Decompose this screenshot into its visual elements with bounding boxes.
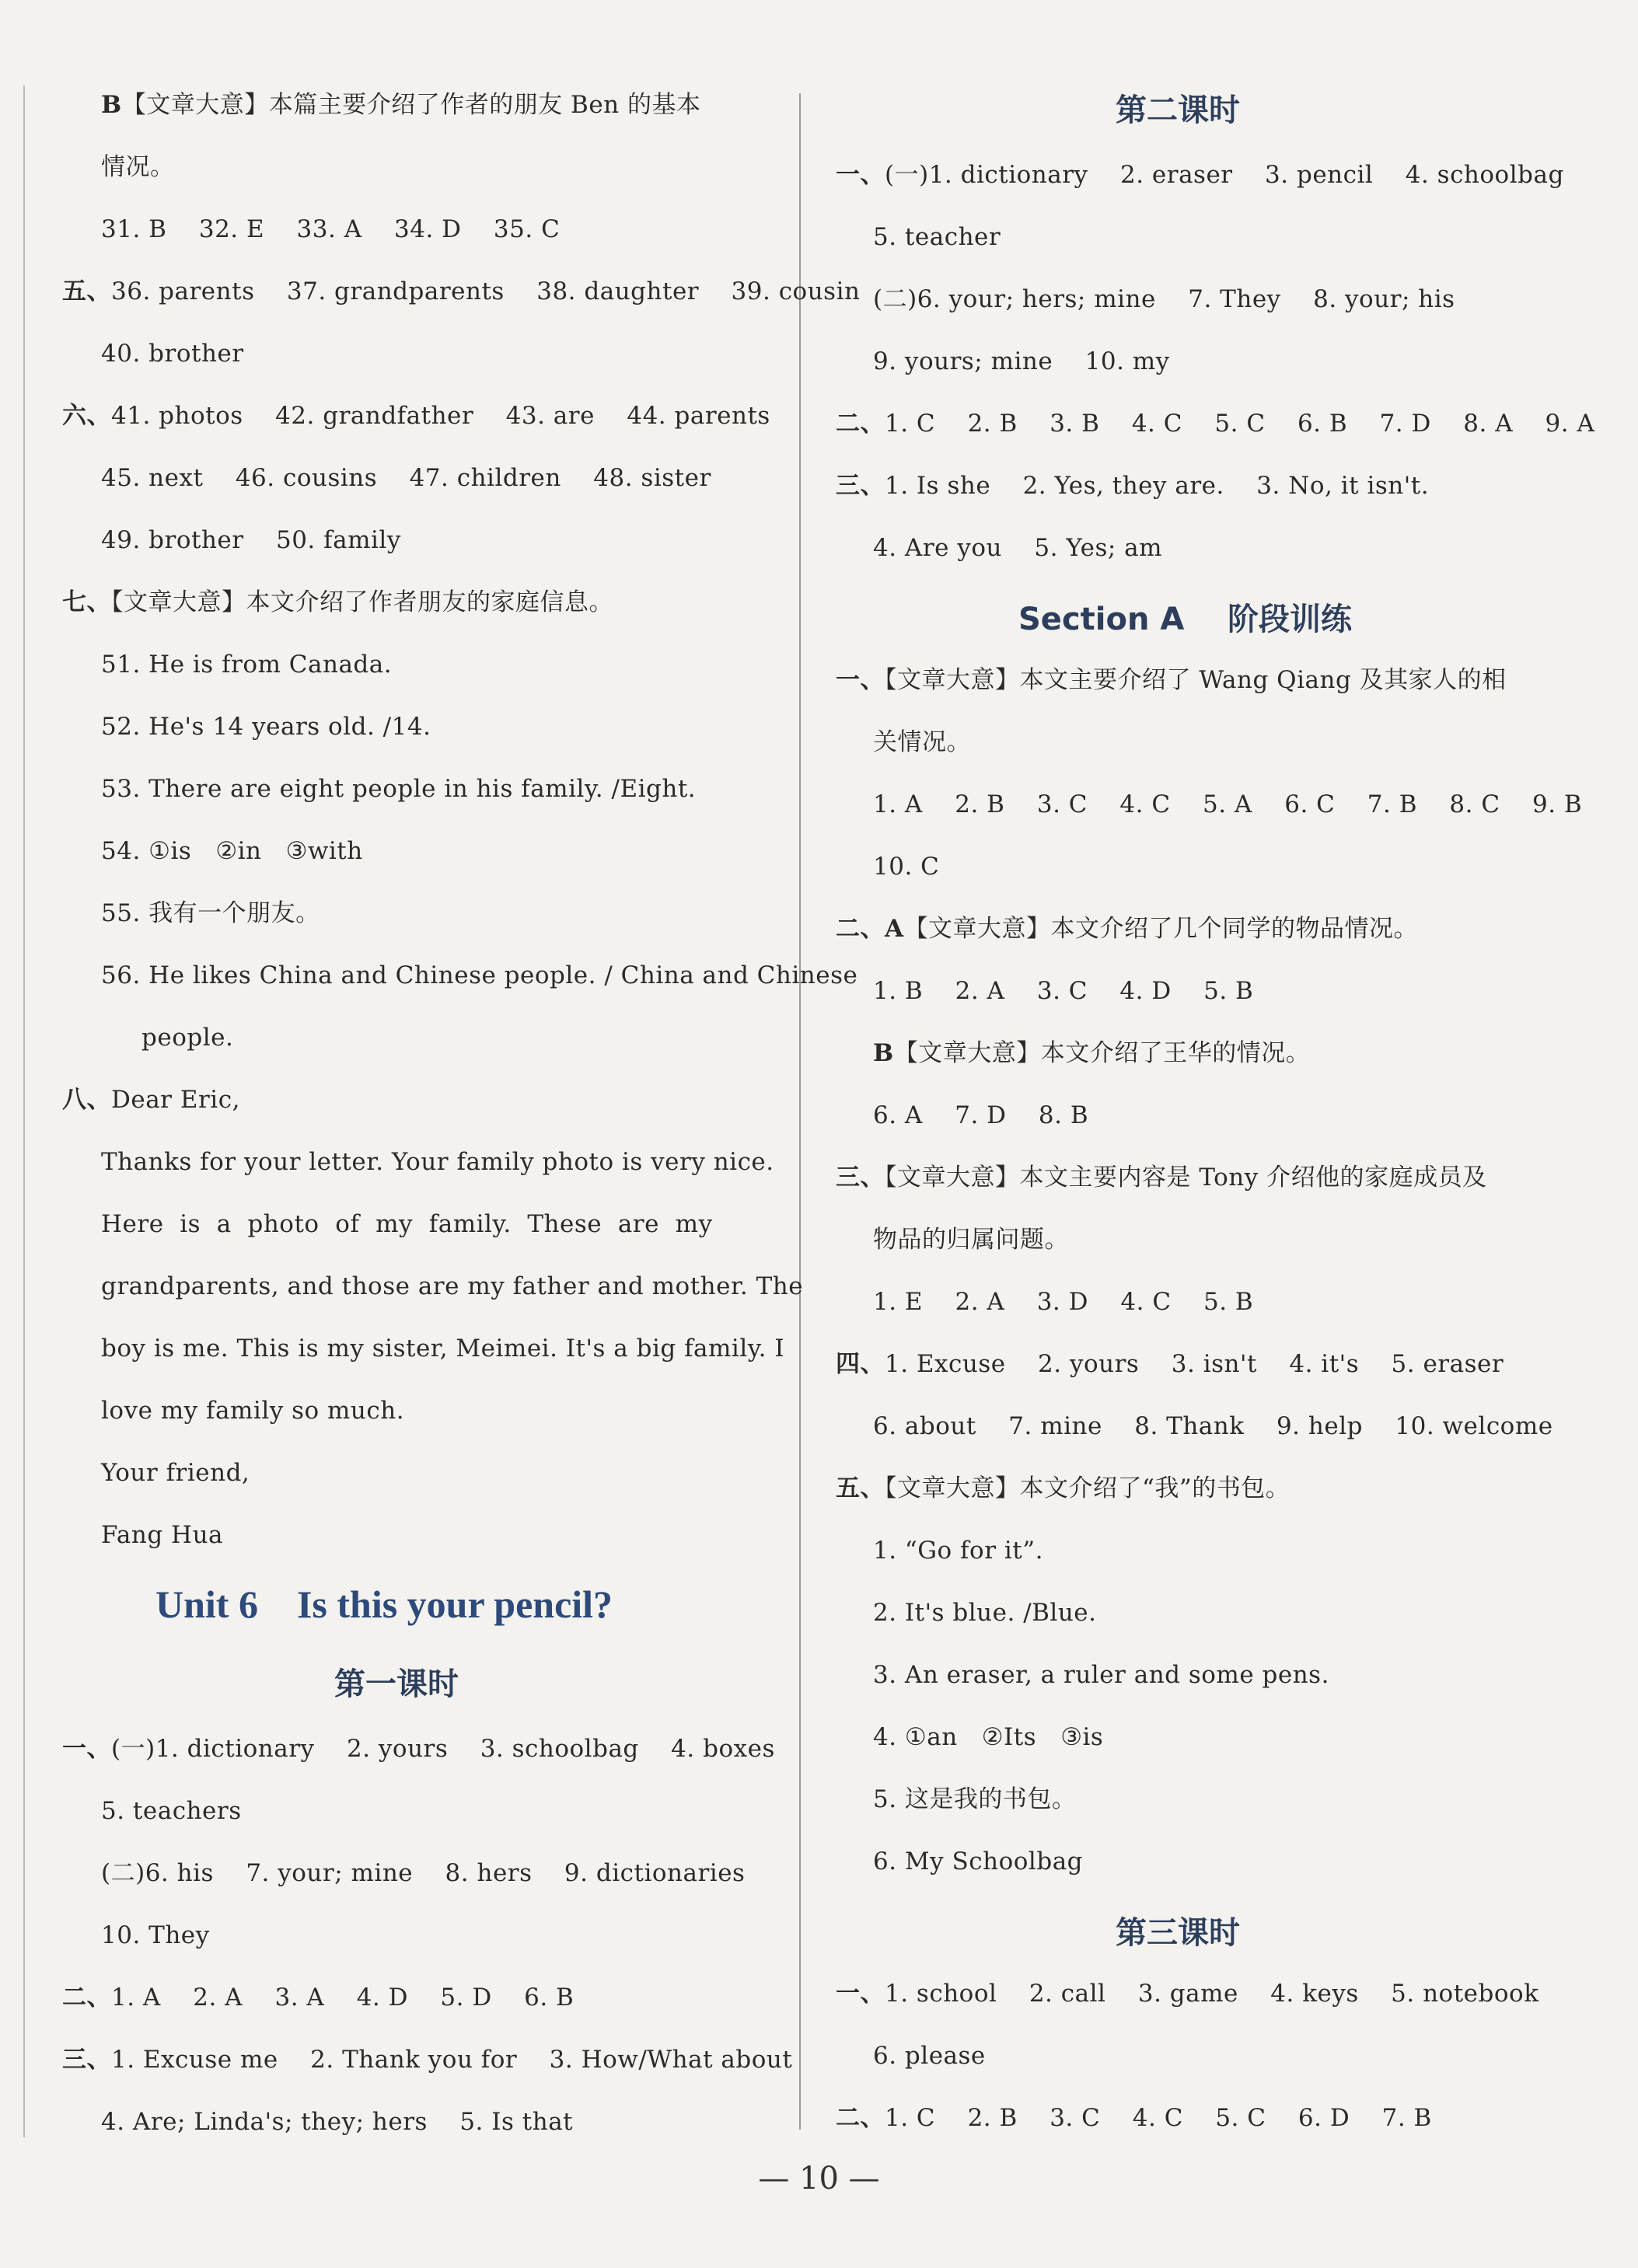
answer-line: 31. B 32. E 33. A 34. D 35. C: [101, 215, 561, 243]
answer-line: 4. Are you 5. Yes; am: [873, 534, 1163, 562]
answer-line: 5. 这是我的书包。: [873, 1785, 1077, 1813]
answer-line: 3. An eraser, a ruler and some pens.: [873, 1661, 1329, 1689]
letter-line: Thanks for your letter. Your family photo is very nice.: [101, 1148, 774, 1176]
answer-line: 1. A 2. B 3. C 4. C 5. A 6. C 7. B 8. C 9. B: [873, 790, 1583, 818]
answer-line: 54. ①is ②in ③with: [101, 837, 363, 865]
answer-line: people.: [141, 1024, 234, 1052]
section-a-title: Section A 阶段训练: [1018, 602, 1353, 637]
letter-line: Fang Hua: [101, 1521, 224, 1549]
answer-line: 二、1. A 2. A 3. A 4. D 5. D 6. B: [62, 1984, 575, 2012]
answer-line: 2. It's blue. /Blue.: [873, 1599, 1097, 1627]
page-number: — 10 —: [758, 2161, 880, 2196]
answer-line: B【文章大意】本篇主要介绍了作者的朋友 Ben 的基本: [101, 91, 701, 119]
answer-line: 三、【文章大意】本文主要内容是 Tony 介绍他的家庭成员及: [836, 1164, 1487, 1192]
answer-line: 40. brother: [101, 340, 244, 368]
answer-line: 6. about 7. mine 8. Thank 9. help 10. welcome: [873, 1412, 1553, 1440]
answer-line: 四、1. Excuse 2. yours 3. isn't 4. it's 5. eraser: [836, 1350, 1504, 1378]
letter-line: love my family so much.: [101, 1397, 405, 1425]
answer-line: 6. A 7. D 8. B: [873, 1101, 1089, 1129]
answer-line: 10. C: [873, 853, 940, 881]
answer-line: 五、36. parents 37. grandparents 38. daughter 39. cousin: [62, 277, 861, 305]
answer-line: 三、1. Excuse me 2. Thank you for 3. How/What about: [62, 2046, 793, 2074]
answer-line: 5. teachers: [101, 1797, 242, 1825]
answer-line: 9. yours; mine 10. my: [873, 347, 1170, 375]
answer-line: 51. He is from Canada.: [101, 651, 393, 679]
unit-title: Unit 6 Is this your pencil?: [155, 1582, 613, 1626]
answer-line: 情况。: [101, 153, 175, 181]
answer-line: 二、1. C 2. B 3. B 4. C 5. C 6. B 7. D 8. A 9. A: [836, 410, 1595, 438]
answer-line: 5. teacher: [873, 223, 1001, 251]
answer-line: 1. E 2. A 3. D 4. C 5. B: [873, 1288, 1254, 1316]
answer-line: 4. ①an ②Its ③is: [873, 1723, 1104, 1751]
lesson-2-title: 第二课时: [1116, 92, 1240, 128]
answer-line: 45. next 46. cousins 47. children 48. sister: [101, 464, 711, 492]
column-divider: [799, 93, 801, 2130]
answer-line: 五、【文章大意】本文介绍了“我”的书包。: [836, 1474, 1290, 1502]
answer-line: 4. Are; Linda's; they; hers 5. Is that: [101, 2108, 574, 2136]
answer-line: 10. They: [101, 1921, 210, 1949]
answer-line: 52. He's 14 years old. /14.: [101, 713, 431, 741]
answer-line: 六、41. photos 42. grandfather 43. are 44. parents: [62, 402, 770, 430]
lesson-3-title: 第三课时: [1116, 1915, 1240, 1951]
answer-line: 6. please: [873, 2042, 986, 2070]
letter-line: boy is me. This is my sister, Meimei. It's a big family. I: [101, 1335, 785, 1363]
answer-line: 一、(一)1. dictionary 2. eraser 3. pencil 4. schoolbag: [836, 161, 1564, 189]
answer-line: B【文章大意】本文介绍了王华的情况。: [873, 1039, 1311, 1067]
answer-line: 关情况。: [873, 728, 971, 756]
answer-line: 物品的归属问题。: [873, 1226, 1069, 1254]
answer-line: 三、1. Is she 2. Yes, they are. 3. No, it isn't.: [836, 472, 1430, 500]
answer-line: 56. He likes China and Chinese people. / China and Chinese: [101, 961, 858, 989]
answer-line: 一、1. school 2. call 3. game 4. keys 5. notebook: [836, 1980, 1539, 2008]
answer-line: (二)6. his 7. your; mine 8. hers 9. dictionaries: [101, 1859, 746, 1887]
answer-line: 49. brother 50. family: [101, 526, 401, 554]
letter-line: grandparents, and those are my father and mother. The: [101, 1272, 804, 1300]
lesson-1-title: 第一课时: [334, 1666, 459, 1702]
answer-line: 55. 我有一个朋友。: [101, 899, 320, 927]
answer-line: 二、A【文章大意】本文介绍了几个同学的物品情况。: [836, 915, 1419, 943]
answer-line: 二、1. C 2. B 3. C 4. C 5. C 6. D 7. B: [836, 2104, 1432, 2132]
answer-line: 1. B 2. A 3. C 4. D 5. B: [873, 977, 1254, 1005]
answer-line: (二)6. your; hers; mine 7. They 8. your; his: [873, 285, 1455, 313]
answer-line: 1. “Go for it”.: [873, 1537, 1043, 1565]
answer-line: 一、【文章大意】本文主要介绍了 Wang Qiang 及其家人的相: [836, 666, 1507, 694]
letter-line: Your friend,: [101, 1459, 250, 1487]
answer-line: 53. There are eight people in his family. /Eight.: [101, 775, 697, 803]
answer-line: 一、(一)1. dictionary 2. yours 3. schoolbag 4. boxes: [62, 1735, 775, 1763]
left-margin-rule: [23, 85, 25, 2137]
answer-line: 七、【文章大意】本文介绍了作者朋友的家庭信息。: [62, 588, 613, 616]
letter-line: Here is a photo of my family. These are my: [101, 1210, 713, 1238]
answer-line: 6. My Schoolbag: [873, 1848, 1084, 1875]
answer-line: 八、Dear Eric,: [62, 1086, 240, 1114]
